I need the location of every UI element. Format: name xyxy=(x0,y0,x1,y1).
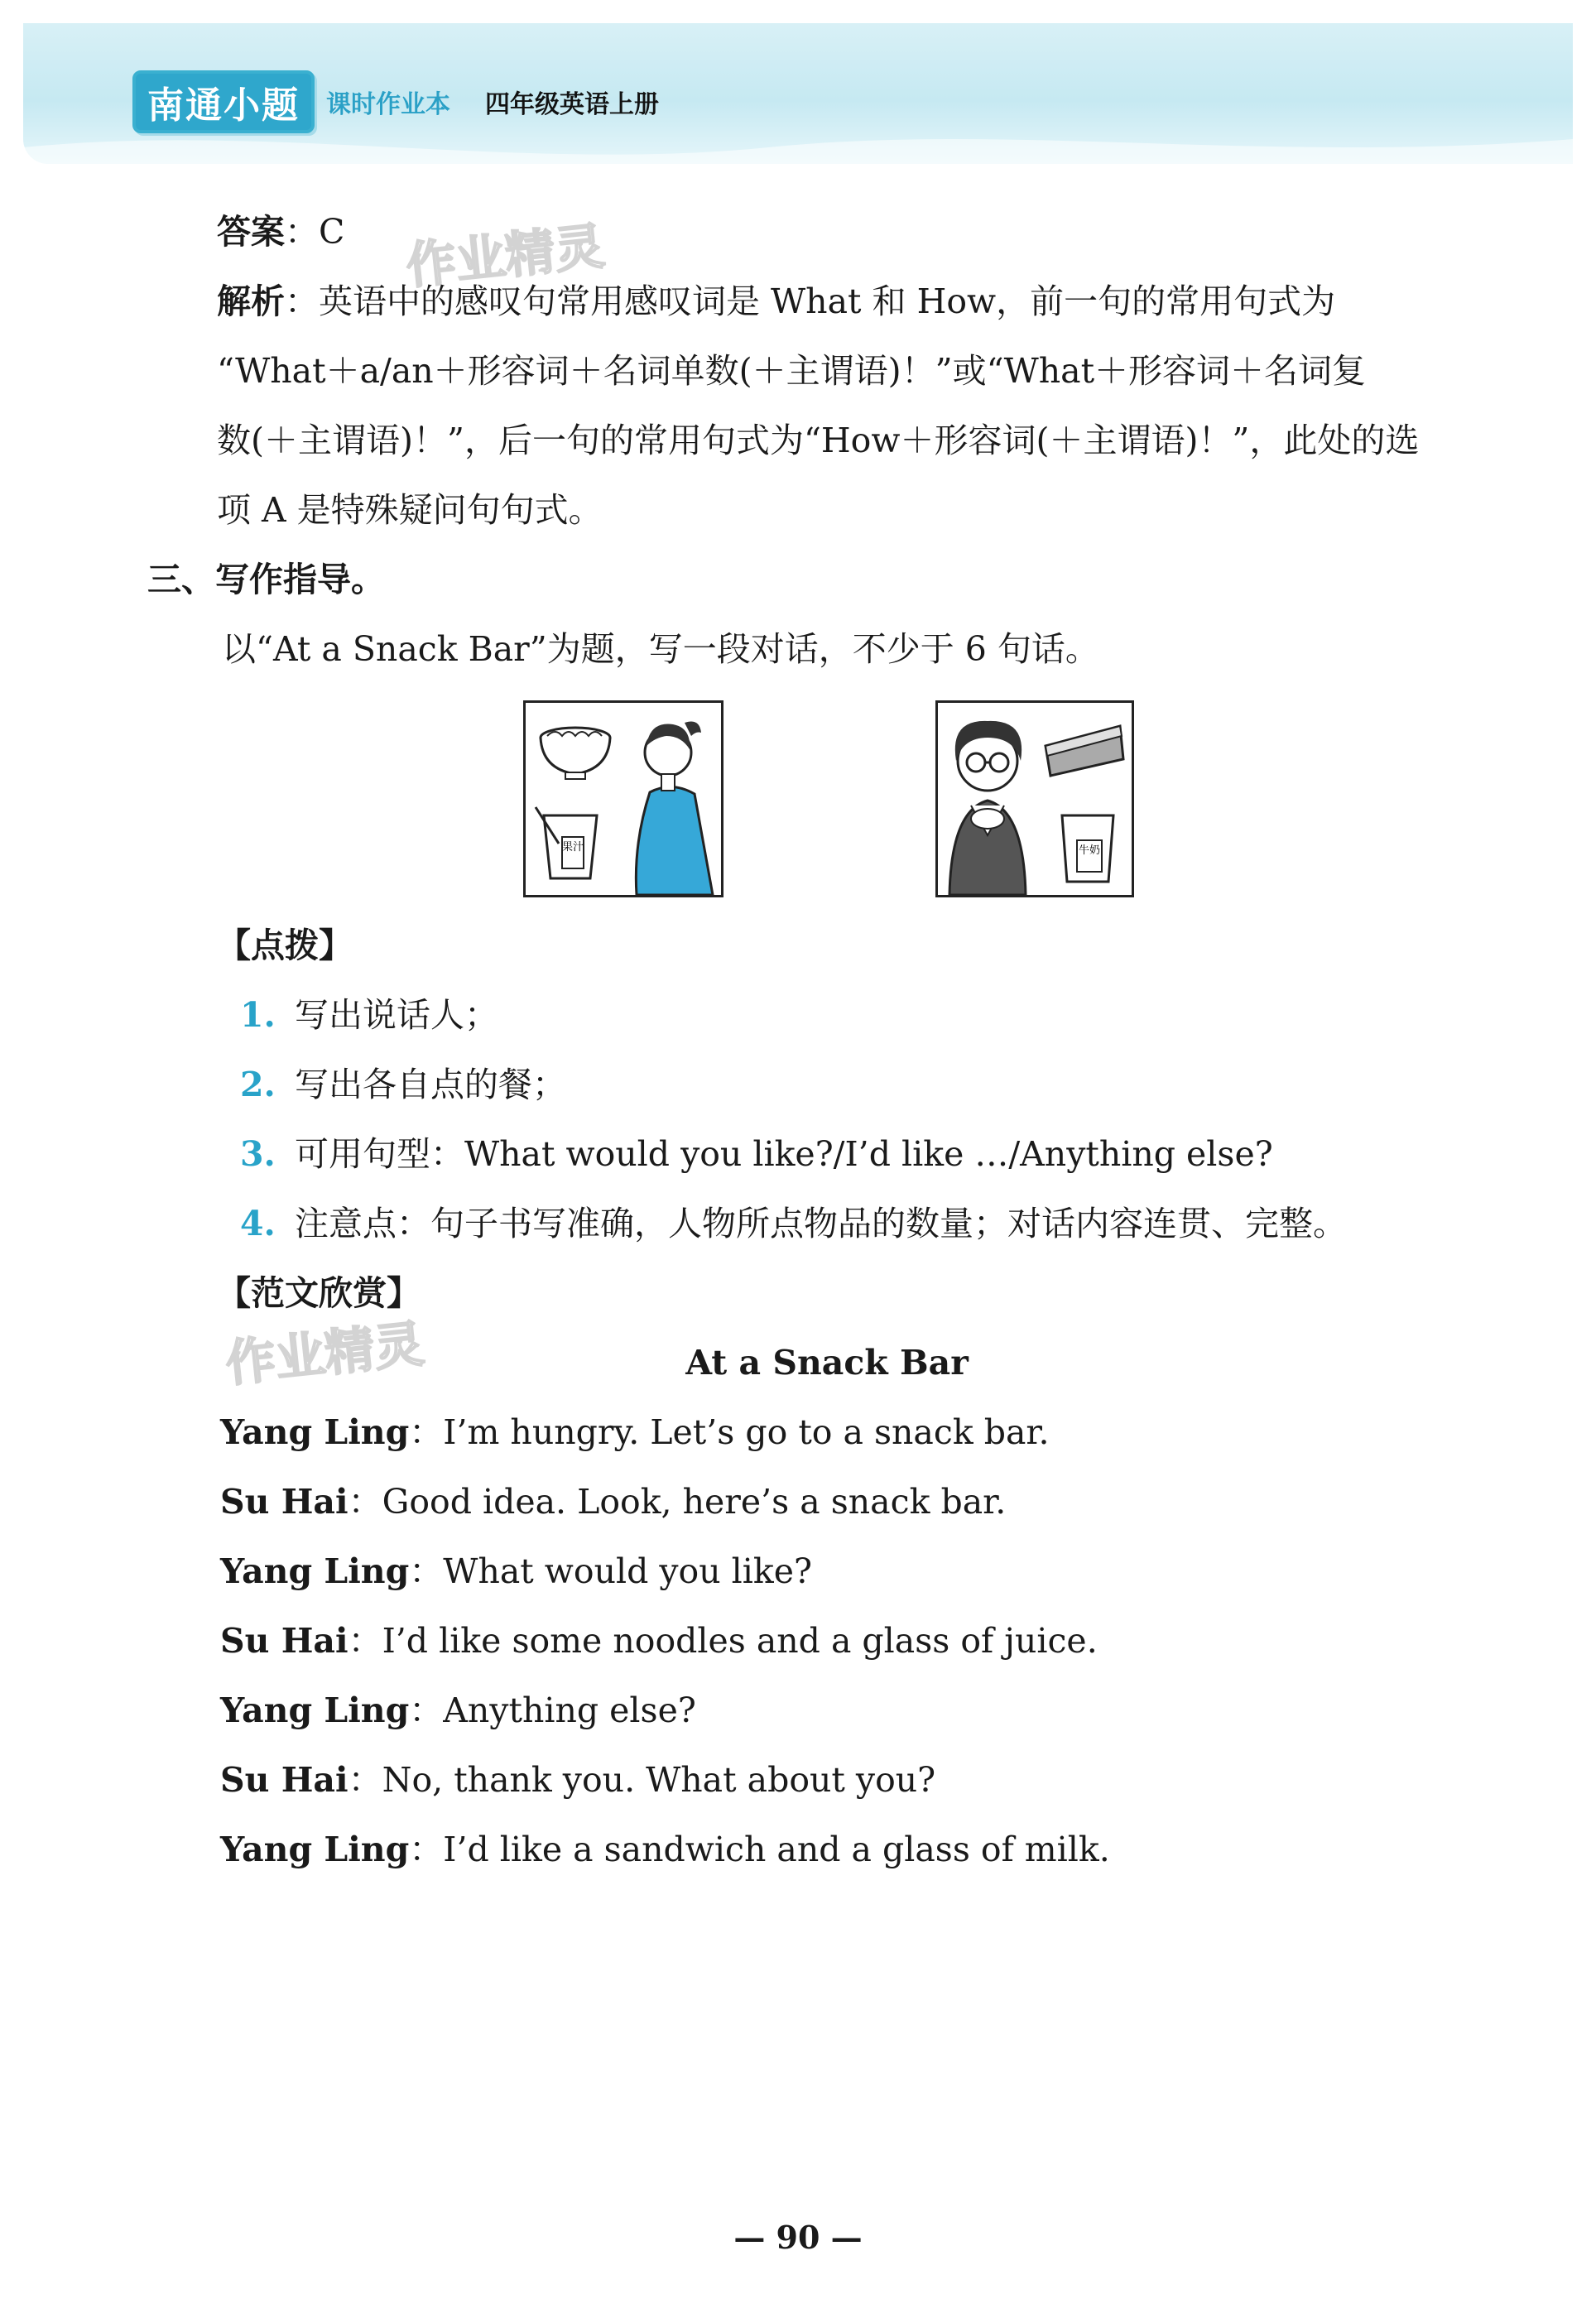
hint-item-2 xyxy=(240,1060,566,1109)
writing-prompt: 以“At a Snack Bar”为题，写一段对话，不少于 6 句话。 xyxy=(222,629,1099,669)
analysis-line-1 xyxy=(217,277,1335,326)
picture-sandwich-milk-boy xyxy=(935,700,1134,897)
dialogue-line xyxy=(220,1407,1050,1457)
hints-title: 【点拨】 xyxy=(217,926,353,965)
analysis-line-2: “What＋a/an＋形容词＋名词单数(＋主谓语)！”或“What＋形容词＋名词复 xyxy=(217,351,1367,391)
dialogue-text: ：I’d like some noodles and a glass of juice. xyxy=(348,1621,1098,1661)
dialogue-text: ：Anything else? xyxy=(409,1690,696,1730)
answer-value: ：C xyxy=(285,212,345,252)
speaker-name: Yang Ling xyxy=(220,1551,410,1591)
sandwich-milk-illustration xyxy=(938,703,1132,895)
analysis-line-4: 项 A 是特殊疑问句句式。 xyxy=(217,490,603,530)
dialogue-line xyxy=(220,1546,812,1596)
speaker-name: Yang Ling xyxy=(220,1412,410,1452)
brand-logo: 南通小题 xyxy=(132,70,315,133)
dialogue-line xyxy=(220,1616,1098,1666)
dialogue-line xyxy=(220,1686,696,1735)
analysis-label: 解析 xyxy=(217,281,285,321)
dialogue-text: ：I’d like a sandwich and a glass of milk. xyxy=(409,1830,1110,1869)
speaker-name: Su Hai xyxy=(220,1621,349,1661)
dialogue-text: ：Good idea. Look, here’s a snack bar. xyxy=(348,1482,1007,1522)
dialogue-text: ：I’m hungry. Let’s go to a snack bar. xyxy=(409,1412,1050,1452)
section-3-title: 三、写作指导。 xyxy=(147,560,385,599)
analysis-text: ：英语中的感叹句常用感叹词是 What 和 How，前一句的常用句式为 xyxy=(285,281,1336,321)
header-brand xyxy=(132,76,659,127)
speaker-name: Su Hai xyxy=(220,1482,349,1522)
speaker-name: Su Hai xyxy=(220,1760,349,1800)
watermark: 作业精灵 xyxy=(223,1315,427,1394)
analysis-line-3: 数(＋主谓语)！”，后一句的常用句式为“How＋形容词(＋主谓语)！”，此处的选 xyxy=(217,421,1420,460)
hint-text: 可用句型：What would you like?/I’d like …/Anything else? xyxy=(295,1134,1273,1174)
dialogue-line xyxy=(220,1825,1110,1874)
picture-noodles-juice-girl xyxy=(523,700,723,897)
hint-text: 写出各自点的餐； xyxy=(295,1065,566,1104)
speaker-name: Yang Ling xyxy=(220,1690,410,1730)
watermark: 作业精灵 xyxy=(403,217,608,296)
book-grade: 四年级英语上册 xyxy=(485,90,659,119)
hint-number: 4. xyxy=(240,1204,276,1243)
dialogue-line xyxy=(220,1477,1006,1527)
hint-item-1 xyxy=(240,990,498,1040)
hint-number: 3. xyxy=(240,1134,276,1174)
hint-item-3 xyxy=(240,1129,1273,1179)
brand-subtitle: 课时作业本 xyxy=(326,90,450,119)
speaker-name: Yang Ling xyxy=(220,1830,410,1869)
dialogue-text: ：What would you like? xyxy=(409,1551,812,1591)
hint-text: 注意点：句子书写准确，人物所点物品的数量；对话内容连贯、完整。 xyxy=(295,1204,1347,1243)
milk-label: 牛奶 xyxy=(1078,844,1101,857)
noodles-juice-illustration xyxy=(526,703,721,895)
hint-number: 1. xyxy=(240,995,276,1035)
answer-label: 答案 xyxy=(217,212,285,252)
dialogue-line xyxy=(220,1755,935,1805)
answer-line xyxy=(217,207,344,257)
hint-item-4 xyxy=(240,1199,1347,1248)
hint-number: 2. xyxy=(240,1065,276,1104)
model-heading: At a Snack Bar xyxy=(685,1343,969,1383)
juice-label: 果汁 xyxy=(561,841,584,854)
page-number: — 90 — xyxy=(733,2219,863,2256)
hint-text: 写出说话人； xyxy=(295,995,498,1035)
dialogue-text: ：No, thank you. What about you? xyxy=(348,1760,936,1800)
model-title: 【范文欣赏】 xyxy=(217,1273,421,1313)
